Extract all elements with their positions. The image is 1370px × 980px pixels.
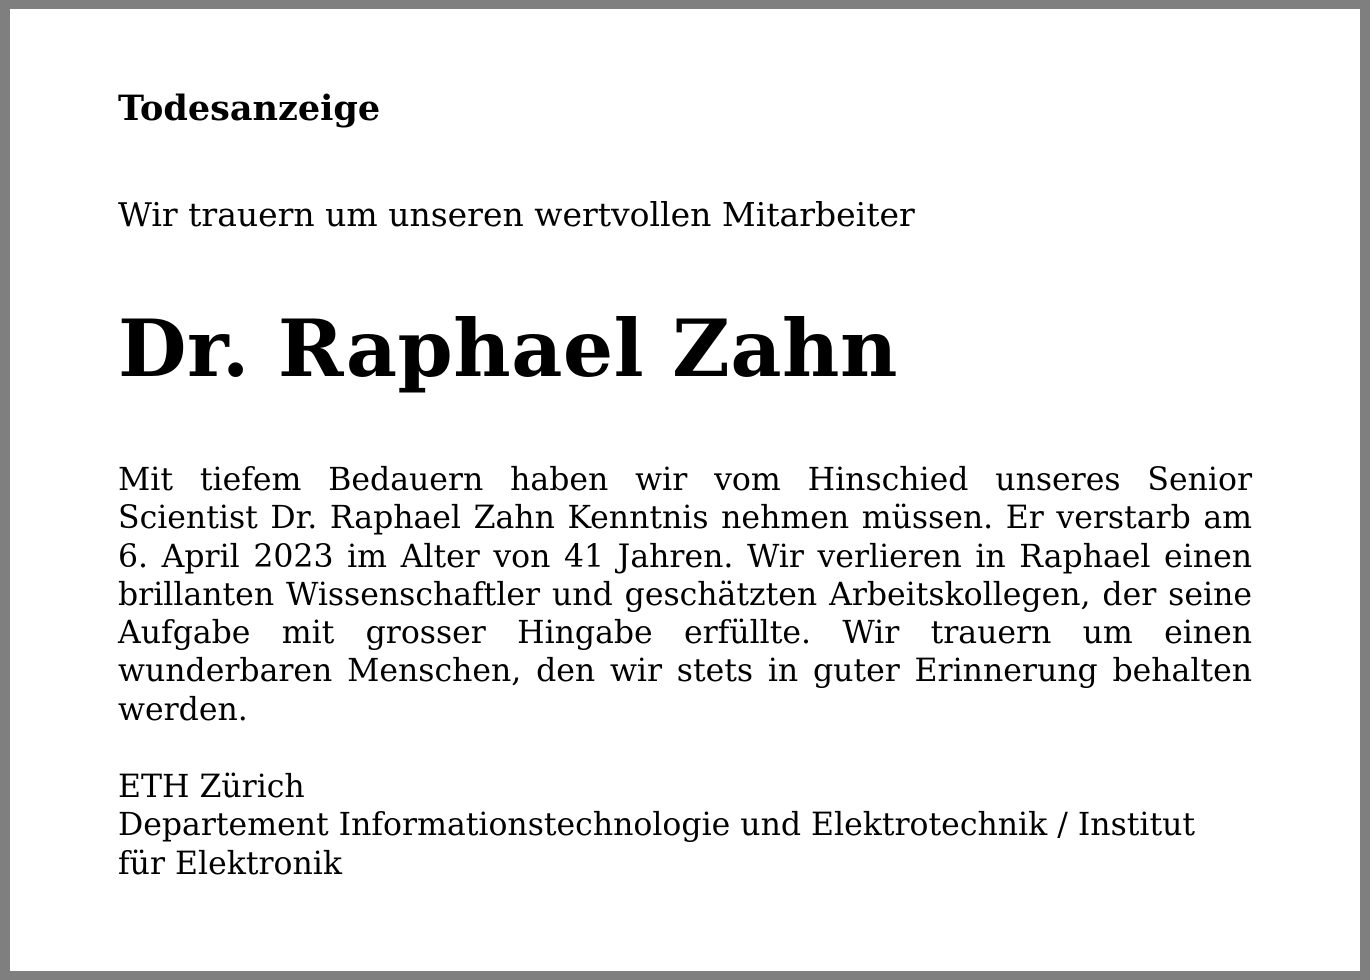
signature-block (118, 768, 1252, 883)
department-name: Departement Informationstechnologie und Elektrotechnik / Institut für Elektronik (118, 807, 1196, 882)
institution-name: ETH Zürich (118, 769, 305, 805)
document-page (10, 9, 1360, 971)
deceased-name: Dr. Raphael Zahn (118, 302, 898, 395)
notice-heading: Todesanzeige (118, 88, 381, 129)
notice-subtitle: Wir trauern um unseren wertvollen Mitarbeiter (118, 195, 915, 234)
notice-message: Mit tiefem Bedauern haben wir vom Hinschied unseres Senior Scientist Dr. Raphael Zahn Kenntnis nehmen müssen. Er verstarb am 6. April 2023 im Alter von 41 Jahren. Wir verlieren in Raphael einen brillanten Wissenschaftler und geschätzten Arbeitskollegen, der seine Aufgabe mit grosser Hingabe erfüllte. Wir trauern um einen wunderbaren Menschen, den wir stets in guter Erinnerung behalten werden. (118, 462, 1252, 728)
